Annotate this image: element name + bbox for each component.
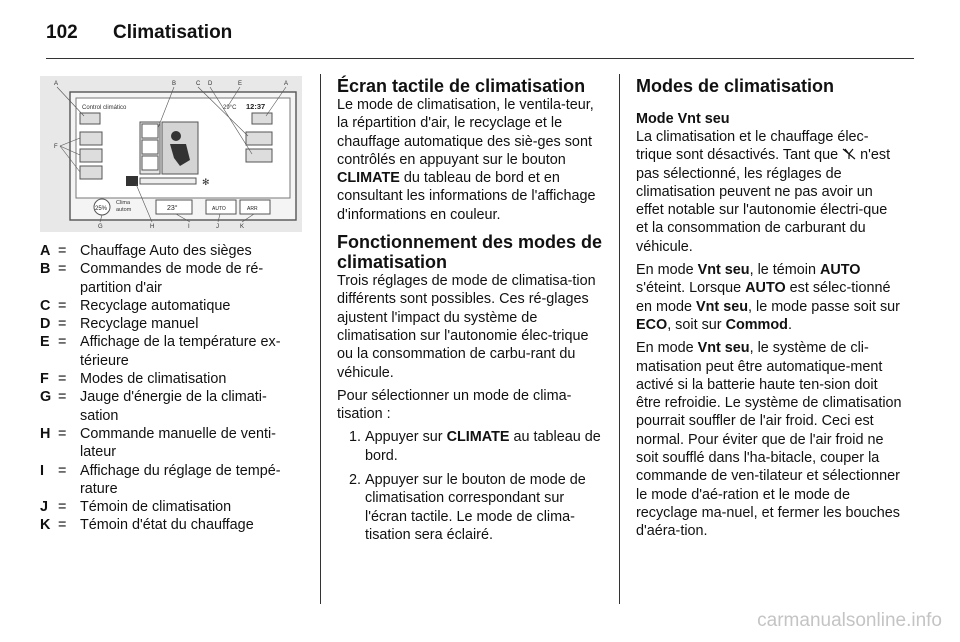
fan-slider[interactable] [140, 178, 196, 184]
legend-equals: = [58, 316, 67, 333]
legend-row [40, 388, 302, 425]
air-mode-button-3[interactable] [142, 156, 158, 170]
autom-label: autom [116, 207, 132, 213]
legend-text: Commande manuelle de venti-lateur [80, 425, 276, 461]
column-1 [40, 76, 302, 535]
climate-screen-illustration [40, 76, 302, 232]
legend-equals: = [58, 499, 67, 516]
legend-equals: = [58, 297, 67, 314]
figure-legend [40, 242, 302, 535]
callout-a-left: A [54, 81, 59, 87]
page-title: Climatisation [112, 22, 233, 43]
ac-indicator-label: AUTO [212, 206, 226, 212]
paragraph-vnt-seu-3: En mode Vnt seu, le système de cli-matisation peut être automatique-ment activé si la batterie haute ten-sion doit être refroidie. Le système de climatisation pourrait souffler de l'air froid. Ceci est normal. Pour éviter que de l'air froid ne soit soufflé dans l'ha-bitacle, couper la commande de ven-tilateur et sélectionner le mode d'aé-ration et le mode de recyclage ma-nuel, et fermer les bouches d'aéra-tion. [636, 340, 902, 540]
heat-status-label: ARR [247, 206, 258, 212]
legend-text: Recyclage automatique [80, 297, 231, 314]
legend-row [40, 297, 302, 315]
callout-g: G [98, 224, 103, 230]
callout-b: B [172, 81, 177, 87]
paragraph-vnt-seu-1: La climatisation et le chauffage élec-trique sont désactivés. Tant que n'est pas sélectionné, les réglages de climatisation peuvent ne pas avoir un effet notable sur l'autonomie électri-que et la consommation de carburant du véhicule. [636, 129, 891, 255]
callout-k: K [240, 224, 245, 230]
header-rule [46, 58, 914, 59]
legend-equals: = [58, 425, 67, 442]
section-heading-touchscreen: Écran tactile de climatisation [337, 76, 586, 96]
legend-key: D [40, 316, 51, 333]
legend-text: Modes de climatisation [80, 371, 227, 388]
legend-key: I [40, 462, 44, 479]
column-divider-2 [619, 74, 620, 604]
legend-equals: = [58, 334, 67, 351]
column-3 [636, 76, 902, 546]
legend-key: F [40, 371, 49, 388]
callout-a-right: A [284, 81, 289, 87]
steps-list [337, 428, 603, 544]
callout-e: E [238, 81, 243, 87]
temp-display: 29°C [223, 105, 237, 111]
legend-key: K [40, 517, 51, 534]
legend-key: G [40, 389, 52, 406]
mode-button-1[interactable] [80, 132, 102, 145]
paragraph-vnt-seu-2: En mode Vnt seu, le témoin AUTO s'éteint. Lorsque AUTO est sélec-tionné en mode Vnt seu, le mode passe soit sur ECO, soit sur Commod. [636, 262, 900, 333]
legend-key: H [40, 425, 51, 442]
paragraph-select: Pour sélectionner un mode de clima-tisation : [337, 387, 572, 423]
legend-row [40, 498, 302, 516]
temp-setting-value: 23° [167, 205, 178, 212]
legend-text: Recyclage manuel [80, 316, 199, 333]
column-2 [337, 76, 603, 550]
paragraph-touchscreen: Le mode de climatisation, le ventila-teur, la répartition d'air, le recyclage et le chauffage automatique des siè-ges sont contrôlés en appuyant sur le bouton CLIMATE du tableau de bord et en consultant les informations de l'affichage d'informations en couleur. [337, 97, 596, 223]
legend-key: C [40, 297, 51, 314]
mode-button-3[interactable] [80, 166, 102, 179]
clima-label: Clima [116, 200, 131, 206]
energy-gauge-value: 25% [95, 206, 108, 212]
legend-row [40, 333, 302, 370]
air-mode-button-1[interactable] [142, 124, 158, 138]
mode-button-2[interactable] [80, 149, 102, 162]
seat-heat-right-button[interactable] [252, 113, 272, 124]
legend-key: B [40, 261, 51, 278]
legend-row [40, 425, 302, 462]
watermark: carmanualsonline.info [757, 610, 942, 631]
legend-text: Témoin de climatisation [80, 499, 232, 516]
auto-recirc-button[interactable] [246, 132, 272, 145]
screen-title: Control climático [82, 105, 127, 111]
legend-equals: = [58, 462, 67, 479]
legend-row [40, 462, 302, 499]
callout-c: C [196, 81, 201, 87]
legend-row [40, 315, 302, 333]
legend-text: Commandes de mode de ré-partition d'air [80, 261, 264, 296]
legend-equals: = [58, 243, 67, 259]
legend-row [40, 516, 302, 534]
page-number: 102 [46, 22, 78, 43]
callout-j: J [216, 224, 219, 230]
legend-text: Chauffage Auto des sièges [80, 243, 252, 259]
section-heading-modes-operation: Fonctionnement des modes de climatisation [337, 232, 603, 273]
legend-equals: = [58, 389, 67, 406]
legend-key: J [40, 499, 49, 516]
legend-equals: = [58, 261, 67, 278]
time-display: 12:37 [246, 102, 266, 111]
callout-h: H [150, 224, 155, 230]
step-1: 1. Appuyer sur CLIMATE au tableau de bord. [365, 428, 603, 465]
legend-key: A [40, 243, 51, 259]
legend-text: Jauge d'énergie de la climati-sation [80, 389, 267, 424]
step-2: 2. Appuyer sur le bouton de mode de climatisation correspondant sur l'écran tactile. Le mode de clima-tisation sera éclairé. [365, 471, 603, 544]
legend-row [40, 260, 302, 297]
legend-row [40, 370, 302, 388]
air-mode-button-2[interactable] [142, 140, 158, 154]
legend-equals: = [58, 517, 67, 534]
column-divider-1 [320, 74, 321, 604]
fan-icon: ✻ [202, 177, 210, 187]
paragraph-modes: Trois réglages de mode de climatisa-tion différents sont possibles. Ces ré-glages ajustent l'impact du système de climatisation sur l'autonomie élec-trique ou la consommation de carbu-rant du véhicule. [337, 273, 596, 381]
legend-text: Affichage du réglage de tempé-rature [80, 462, 281, 497]
legend-text: Affichage de la température ex-térieure [80, 334, 281, 369]
occupant-head-icon [171, 131, 181, 141]
page-header [46, 22, 232, 44]
fan-off-icon [842, 148, 856, 160]
callout-f: F [54, 144, 58, 150]
section-heading-climate-modes: Modes de climatisation [636, 76, 835, 96]
subheading-vnt-seu: Mode Vnt seu [636, 111, 730, 127]
callout-i: I [188, 224, 190, 230]
legend-row [40, 242, 302, 260]
callout-d: D [208, 81, 213, 87]
legend-equals: = [58, 371, 67, 388]
legend-text: Témoin d'état du chauffage [80, 517, 254, 534]
legend-key: E [40, 334, 50, 351]
